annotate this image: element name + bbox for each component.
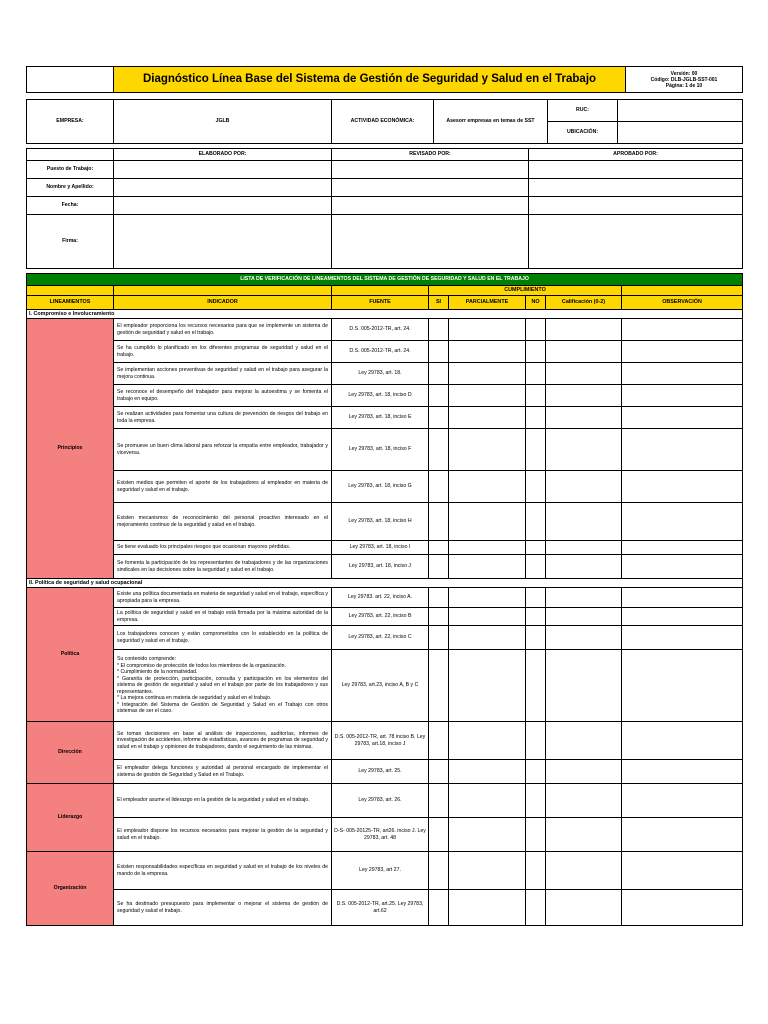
fuente-cell: Ley 29783, art. 18, inciso J: [332, 555, 429, 579]
si-cell[interactable]: [429, 363, 449, 385]
fuente-cell: Ley 29783, art. 18, inciso E: [332, 407, 429, 429]
parcialmente-cell[interactable]: [449, 385, 526, 407]
calificacion-cell[interactable]: [546, 555, 622, 579]
si-cell[interactable]: [429, 429, 449, 471]
header-spacer: [622, 286, 743, 296]
no-cell[interactable]: [526, 407, 546, 429]
table-row: [27, 541, 743, 555]
parcialmente-cell[interactable]: [449, 407, 526, 429]
indicador-cell: Se promueve un buen clima laboral para reforzar la empatía entre empleador, trabajador y viceversa.: [114, 429, 332, 471]
no-cell[interactable]: [526, 541, 546, 555]
page-number: Página: 1 de 10: [665, 82, 703, 89]
header-spacer: [332, 286, 429, 296]
table-row: [27, 471, 743, 503]
observacion-cell[interactable]: [622, 385, 743, 407]
nombre-label: Nombre y Apellido:: [27, 179, 114, 197]
calificacion-cell[interactable]: [546, 541, 622, 555]
observacion-cell[interactable]: [622, 722, 743, 760]
indicador-cell: La política de seguridad y salud en el trabajo está firmada por la máxima autoridad de la empresa.: [114, 608, 332, 626]
table-row: [27, 650, 743, 722]
document-sheet: [26, 66, 742, 926]
parcialmente-cell[interactable]: [449, 650, 526, 722]
signature-field: [529, 197, 743, 215]
parcialmente-cell[interactable]: [449, 852, 526, 890]
no-cell[interactable]: [526, 503, 546, 541]
fuente-cell: Ley 29783, art. 18, inciso I: [332, 541, 429, 555]
observacion-cell[interactable]: [622, 541, 743, 555]
fuente-cell: D.S. 005-2012-TR, art.25. Ley 29783, art.62: [332, 890, 429, 926]
checklist-banner: LISTA DE VERIFICACIÓN DE LINEAMIENTOS DEL SISTEMA DE GESTIÓN DE SEGURIDAD Y SALUD EN EL TRABAJO: [27, 274, 743, 286]
no-cell[interactable]: [526, 588, 546, 608]
calificacion-cell[interactable]: [546, 608, 622, 626]
calificacion-cell[interactable]: [546, 852, 622, 890]
si-cell[interactable]: [429, 608, 449, 626]
observacion-cell[interactable]: [622, 407, 743, 429]
si-cell[interactable]: [429, 385, 449, 407]
observacion-cell[interactable]: [622, 626, 743, 650]
observacion-cell[interactable]: [622, 319, 743, 341]
si-cell[interactable]: [429, 626, 449, 650]
fuente-cell: D.S. 005-2012-TR, art. 24.: [332, 319, 429, 341]
signature-field: [114, 215, 332, 269]
no-cell[interactable]: [526, 784, 546, 818]
no-cell[interactable]: [526, 760, 546, 784]
observacion-cell[interactable]: [622, 429, 743, 471]
column-header-calificacion: Calificación (0-2): [546, 296, 622, 310]
fuente-cell: Ley 29783, art. 18, inciso D: [332, 385, 429, 407]
no-cell[interactable]: [526, 890, 546, 926]
indicador-cell: Se ha destinado presupuesto para implementar o mejorar el sistema de gestión de seguridad y salud el trabajo.: [114, 890, 332, 926]
fuente-cell: Ley 29783, art. 25.: [332, 760, 429, 784]
indicador-cell: El empleador proporciona los recursos necesarios para que se implemente un sistema de gestión de seguridad y salud en el trabajo.: [114, 319, 332, 341]
no-cell[interactable]: [526, 341, 546, 363]
observacion-cell[interactable]: [622, 588, 743, 608]
indicador-cell: Se toman decisiones en base al análisis de inspecciones, auditorías, informes de investigación de accidentes, informe de estadísticas, avances de programas de seguridad y salud en el trabajo y opiniones de trabajadores, dando el seguimiento de las mismas.: [114, 722, 332, 760]
calificacion-cell[interactable]: [546, 784, 622, 818]
table-row: [27, 341, 743, 363]
observacion-cell[interactable]: [622, 818, 743, 852]
calificacion-cell[interactable]: [546, 471, 622, 503]
observacion-cell[interactable]: [622, 852, 743, 890]
lineamiento-cell: Principios: [27, 319, 114, 579]
parcialmente-cell[interactable]: [449, 429, 526, 471]
no-cell[interactable]: [526, 385, 546, 407]
fuente-cell: D.S. 005-2012-TR, art. 24.: [332, 341, 429, 363]
fuente-cell: Ley 29783, art. 18, inciso G: [332, 471, 429, 503]
si-cell[interactable]: [429, 541, 449, 555]
checklist-body: [27, 310, 743, 926]
version-text: Versión: 00: [670, 70, 698, 77]
calificacion-cell[interactable]: [546, 385, 622, 407]
cumplimiento-header: CUMPLIMIENTO: [429, 286, 622, 296]
parcialmente-cell[interactable]: [449, 760, 526, 784]
actividad-value: Asesorr empresas en temas de SST: [434, 100, 548, 144]
fecha-label: Fecha:: [27, 197, 114, 215]
empresa-value: JGLB: [114, 100, 332, 144]
indicador-cell: Se tiene evaluado los principales riesgos que ocasionan mayores pérdidas.: [114, 541, 332, 555]
si-cell[interactable]: [429, 341, 449, 363]
indicador-cell: El empleador dispone los recursos necesarios para mejorar la gestión de la seguridad y salud en el trabajo.: [114, 818, 332, 852]
observacion-cell[interactable]: [622, 784, 743, 818]
table-row: [27, 852, 743, 890]
fuente-cell: Ley 29783. art. 22, inciso A.: [332, 588, 429, 608]
si-cell[interactable]: [429, 890, 449, 926]
table-row: [27, 363, 743, 385]
fuente-cell: Ley 29783, art. 18, inciso F: [332, 429, 429, 471]
si-cell[interactable]: [429, 852, 449, 890]
parcialmente-cell[interactable]: [449, 503, 526, 541]
si-cell[interactable]: [429, 760, 449, 784]
signature-field: [114, 197, 332, 215]
signature-field: [114, 179, 332, 197]
logo-cell: [27, 67, 114, 93]
parcialmente-cell[interactable]: [449, 471, 526, 503]
revisado-header: REVISADO POR:: [332, 149, 529, 161]
indicador-cell: Se realizan actividades para fomentar una cultura de prevención de riesgos del trabajo en toda la empresa.: [114, 407, 332, 429]
parcialmente-cell[interactable]: [449, 341, 526, 363]
table-row: [27, 555, 743, 579]
observacion-cell[interactable]: [622, 555, 743, 579]
parcialmente-cell[interactable]: [449, 588, 526, 608]
si-cell[interactable]: [429, 818, 449, 852]
calificacion-cell[interactable]: [546, 319, 622, 341]
calificacion-cell[interactable]: [546, 722, 622, 760]
elaborado-header: ELABORADO POR:: [114, 149, 332, 161]
fuente-cell: Ley 29783, art. 18, inciso H: [332, 503, 429, 541]
fuente-cell: Ley 29783, art. 26.: [332, 784, 429, 818]
observacion-cell[interactable]: [622, 363, 743, 385]
document-title: Diagnóstico Línea Base del Sistema de Gestión de Seguridad y Salud en el Trabajo: [114, 67, 626, 93]
si-cell[interactable]: [429, 722, 449, 760]
fuente-cell: Ley 29783, art 27.: [332, 852, 429, 890]
indicador-cell: Existen medios que permiten el aporte de los trabajadores al empleador en materia de seguridad y salud en el trabajo.: [114, 471, 332, 503]
indicador-cell: El empleador delega funciones y autoridad al personal encargado de implementar el sistema de gestión de Seguridad y Salud en el Trabajo.: [114, 760, 332, 784]
indicador-cell: Existen responsabilidades específicas en seguridad y salud en el trabajo de los niveles de mando de la empresa.: [114, 852, 332, 890]
code-text: Código: DLB-JGLB-SST-001: [650, 76, 718, 83]
calificacion-cell[interactable]: [546, 890, 622, 926]
indicador-cell: Los trabajadores conocen y están comprometidos con lo establecido en la política de seguridad y salud en el trabajo.: [114, 626, 332, 650]
si-cell[interactable]: [429, 503, 449, 541]
no-cell[interactable]: [526, 650, 546, 722]
indicador-cell: Se ha cumplido lo planificado en los diferentes programas de seguridad y salud en el trabajo.: [114, 341, 332, 363]
calificacion-cell[interactable]: [546, 341, 622, 363]
table-row: [27, 385, 743, 407]
header-spacer: [27, 286, 114, 296]
firma-label: Firma:: [27, 215, 114, 269]
no-cell[interactable]: [526, 722, 546, 760]
lineamiento-cell: Liderazgo: [27, 784, 114, 852]
table-row: [27, 608, 743, 626]
empresa-label: EMPRESA:: [27, 100, 114, 144]
observacion-cell[interactable]: [622, 760, 743, 784]
observacion-cell[interactable]: [622, 608, 743, 626]
signature-field: [332, 179, 529, 197]
signature-field: [529, 215, 743, 269]
actividad-label: ACTIVIDAD ECONÓMICA:: [332, 100, 434, 144]
observacion-cell[interactable]: [622, 650, 743, 722]
parcialmente-cell[interactable]: [449, 818, 526, 852]
signature-field: [114, 161, 332, 179]
table-row: [27, 722, 743, 760]
ubicacion-value: [618, 122, 743, 144]
parcialmente-cell[interactable]: [449, 541, 526, 555]
calificacion-cell[interactable]: [546, 363, 622, 385]
parcialmente-cell[interactable]: [449, 363, 526, 385]
si-cell[interactable]: [429, 471, 449, 503]
no-cell[interactable]: [526, 626, 546, 650]
parcialmente-cell[interactable]: [449, 890, 526, 926]
observacion-cell[interactable]: [622, 890, 743, 926]
table-row: [27, 784, 743, 818]
calificacion-cell[interactable]: [546, 407, 622, 429]
si-cell[interactable]: [429, 555, 449, 579]
parcialmente-cell[interactable]: [449, 722, 526, 760]
calificacion-cell[interactable]: [546, 588, 622, 608]
table-row: [27, 890, 743, 926]
checklist-table: [26, 273, 743, 926]
column-header-lineamientos: LINEAMIENTOS: [27, 296, 114, 310]
table-row: [27, 626, 743, 650]
table-row: [27, 588, 743, 608]
calificacion-cell[interactable]: [546, 818, 622, 852]
no-cell[interactable]: [526, 608, 546, 626]
parcialmente-cell[interactable]: [449, 784, 526, 818]
signature-field: [332, 197, 529, 215]
table-row: [27, 319, 743, 341]
indicador-cell: Existe una política documentada en materia de seguridad y salud en el trabajo, específica y apropiada para la empresa.: [114, 588, 332, 608]
puesto-label: Puesto de Trabajo:: [27, 161, 114, 179]
no-cell[interactable]: [526, 319, 546, 341]
indicador-cell: Su contenido comprende: * El compromiso de protección de todos los miembros de la organización. * Cumplimiento de la normatividad. * Garantía de protección, participación, consulta y participación en los elementos del sistema de gestión de seguridad y salud en el trabajo por parte de los trabajadores y sus representantes. * La mejora continua en materia de seguridad y salud en el trabajo. * Integración del Sistema de Gestión de Seguridad y Salud en el Trabajo con otros sistemas de ser el caso.: [114, 650, 332, 722]
table-row: [27, 760, 743, 784]
no-cell[interactable]: [526, 818, 546, 852]
fuente-cell: Ley 29783, art. 22, inciso B: [332, 608, 429, 626]
no-cell[interactable]: [526, 363, 546, 385]
table-row: [27, 818, 743, 852]
parcialmente-cell[interactable]: [449, 319, 526, 341]
indicador-cell: Existen mecanismos de reconocimiento del personal proactivo interesado en el mejoramiento continuo de la seguridad y salud en el trabajo.: [114, 503, 332, 541]
si-cell[interactable]: [429, 407, 449, 429]
signature-field: [529, 179, 743, 197]
indicador-cell: Se fomenta la participación de los representantes de trabajadores y de las organizaciones sindicales en las decisiones sobre la seguridad y salud en el trabajo.: [114, 555, 332, 579]
observacion-cell[interactable]: [622, 471, 743, 503]
calificacion-cell[interactable]: [546, 503, 622, 541]
signature-field: [332, 215, 529, 269]
table-row: [27, 407, 743, 429]
no-cell[interactable]: [526, 429, 546, 471]
section-title: I. Compromiso e Involucramiento: [27, 310, 743, 319]
observacion-cell[interactable]: [622, 341, 743, 363]
table-row: [27, 429, 743, 471]
ruc-value: [618, 100, 743, 122]
column-header-no: NO: [526, 296, 546, 310]
calificacion-cell[interactable]: [546, 429, 622, 471]
fuente-cell: Ley 29783, art. 18.: [332, 363, 429, 385]
indicador-cell: El empleador asume el liderazgo en la gestión de la seguridad y salud en el trabajo.: [114, 784, 332, 818]
fuente-cell: Ley 29783, art.23, inciso A, B y C: [332, 650, 429, 722]
calificacion-cell[interactable]: [546, 760, 622, 784]
table-row: [27, 503, 743, 541]
si-cell[interactable]: [429, 588, 449, 608]
signatures-table: [26, 148, 743, 269]
column-header-indicador: INDICADOR: [114, 296, 332, 310]
fuente-cell: D-S- 005-20125-TR, art26. inciso J. Ley 29783, art. 48: [332, 818, 429, 852]
column-header-si: SI: [429, 296, 449, 310]
indicador-cell: Se reconoce el desempeño del trabajador para mejorar la autoestima y se fomenta el trabajo en equipo.: [114, 385, 332, 407]
column-header-fuente: FUENTE: [332, 296, 429, 310]
parcialmente-cell[interactable]: [449, 608, 526, 626]
parcialmente-cell[interactable]: [449, 555, 526, 579]
fuente-cell: Ley 29783, art. 22, inciso C: [332, 626, 429, 650]
company-table: [26, 99, 743, 144]
calificacion-cell[interactable]: [546, 626, 622, 650]
si-cell[interactable]: [429, 650, 449, 722]
si-cell[interactable]: [429, 319, 449, 341]
calificacion-cell[interactable]: [546, 650, 622, 722]
lineamiento-cell: Dirección: [27, 722, 114, 784]
lineamiento-cell: Organización: [27, 852, 114, 926]
document-meta: [626, 67, 743, 93]
signature-field: [332, 161, 529, 179]
si-cell[interactable]: [429, 784, 449, 818]
no-cell[interactable]: [526, 555, 546, 579]
no-cell[interactable]: [526, 471, 546, 503]
no-cell[interactable]: [526, 852, 546, 890]
column-header-parcialmente: PARCIALMENTE: [449, 296, 526, 310]
signatures-corner: [27, 149, 114, 161]
section-title: II. Política de seguridad y salud ocupacional: [27, 579, 743, 588]
header-spacer: [114, 286, 332, 296]
column-header-observacion: OBSERVACIÓN: [622, 296, 743, 310]
header-table: [26, 66, 743, 93]
parcialmente-cell[interactable]: [449, 626, 526, 650]
aprobado-header: APROBADO POR:: [529, 149, 743, 161]
ubicacion-label: UBICACIÓN:: [548, 122, 618, 144]
ruc-label: RUC:: [548, 100, 618, 122]
signature-field: [529, 161, 743, 179]
fuente-cell: D.S. 005-2012-TR, art. 78 inciso B. Ley 29783, art.18, inciso J: [332, 722, 429, 760]
observacion-cell[interactable]: [622, 503, 743, 541]
indicador-cell: Se implementan acciones preventivas de seguridad y salud en el trabajo para asegurar la mejora continua.: [114, 363, 332, 385]
lineamiento-cell: Política: [27, 588, 114, 722]
